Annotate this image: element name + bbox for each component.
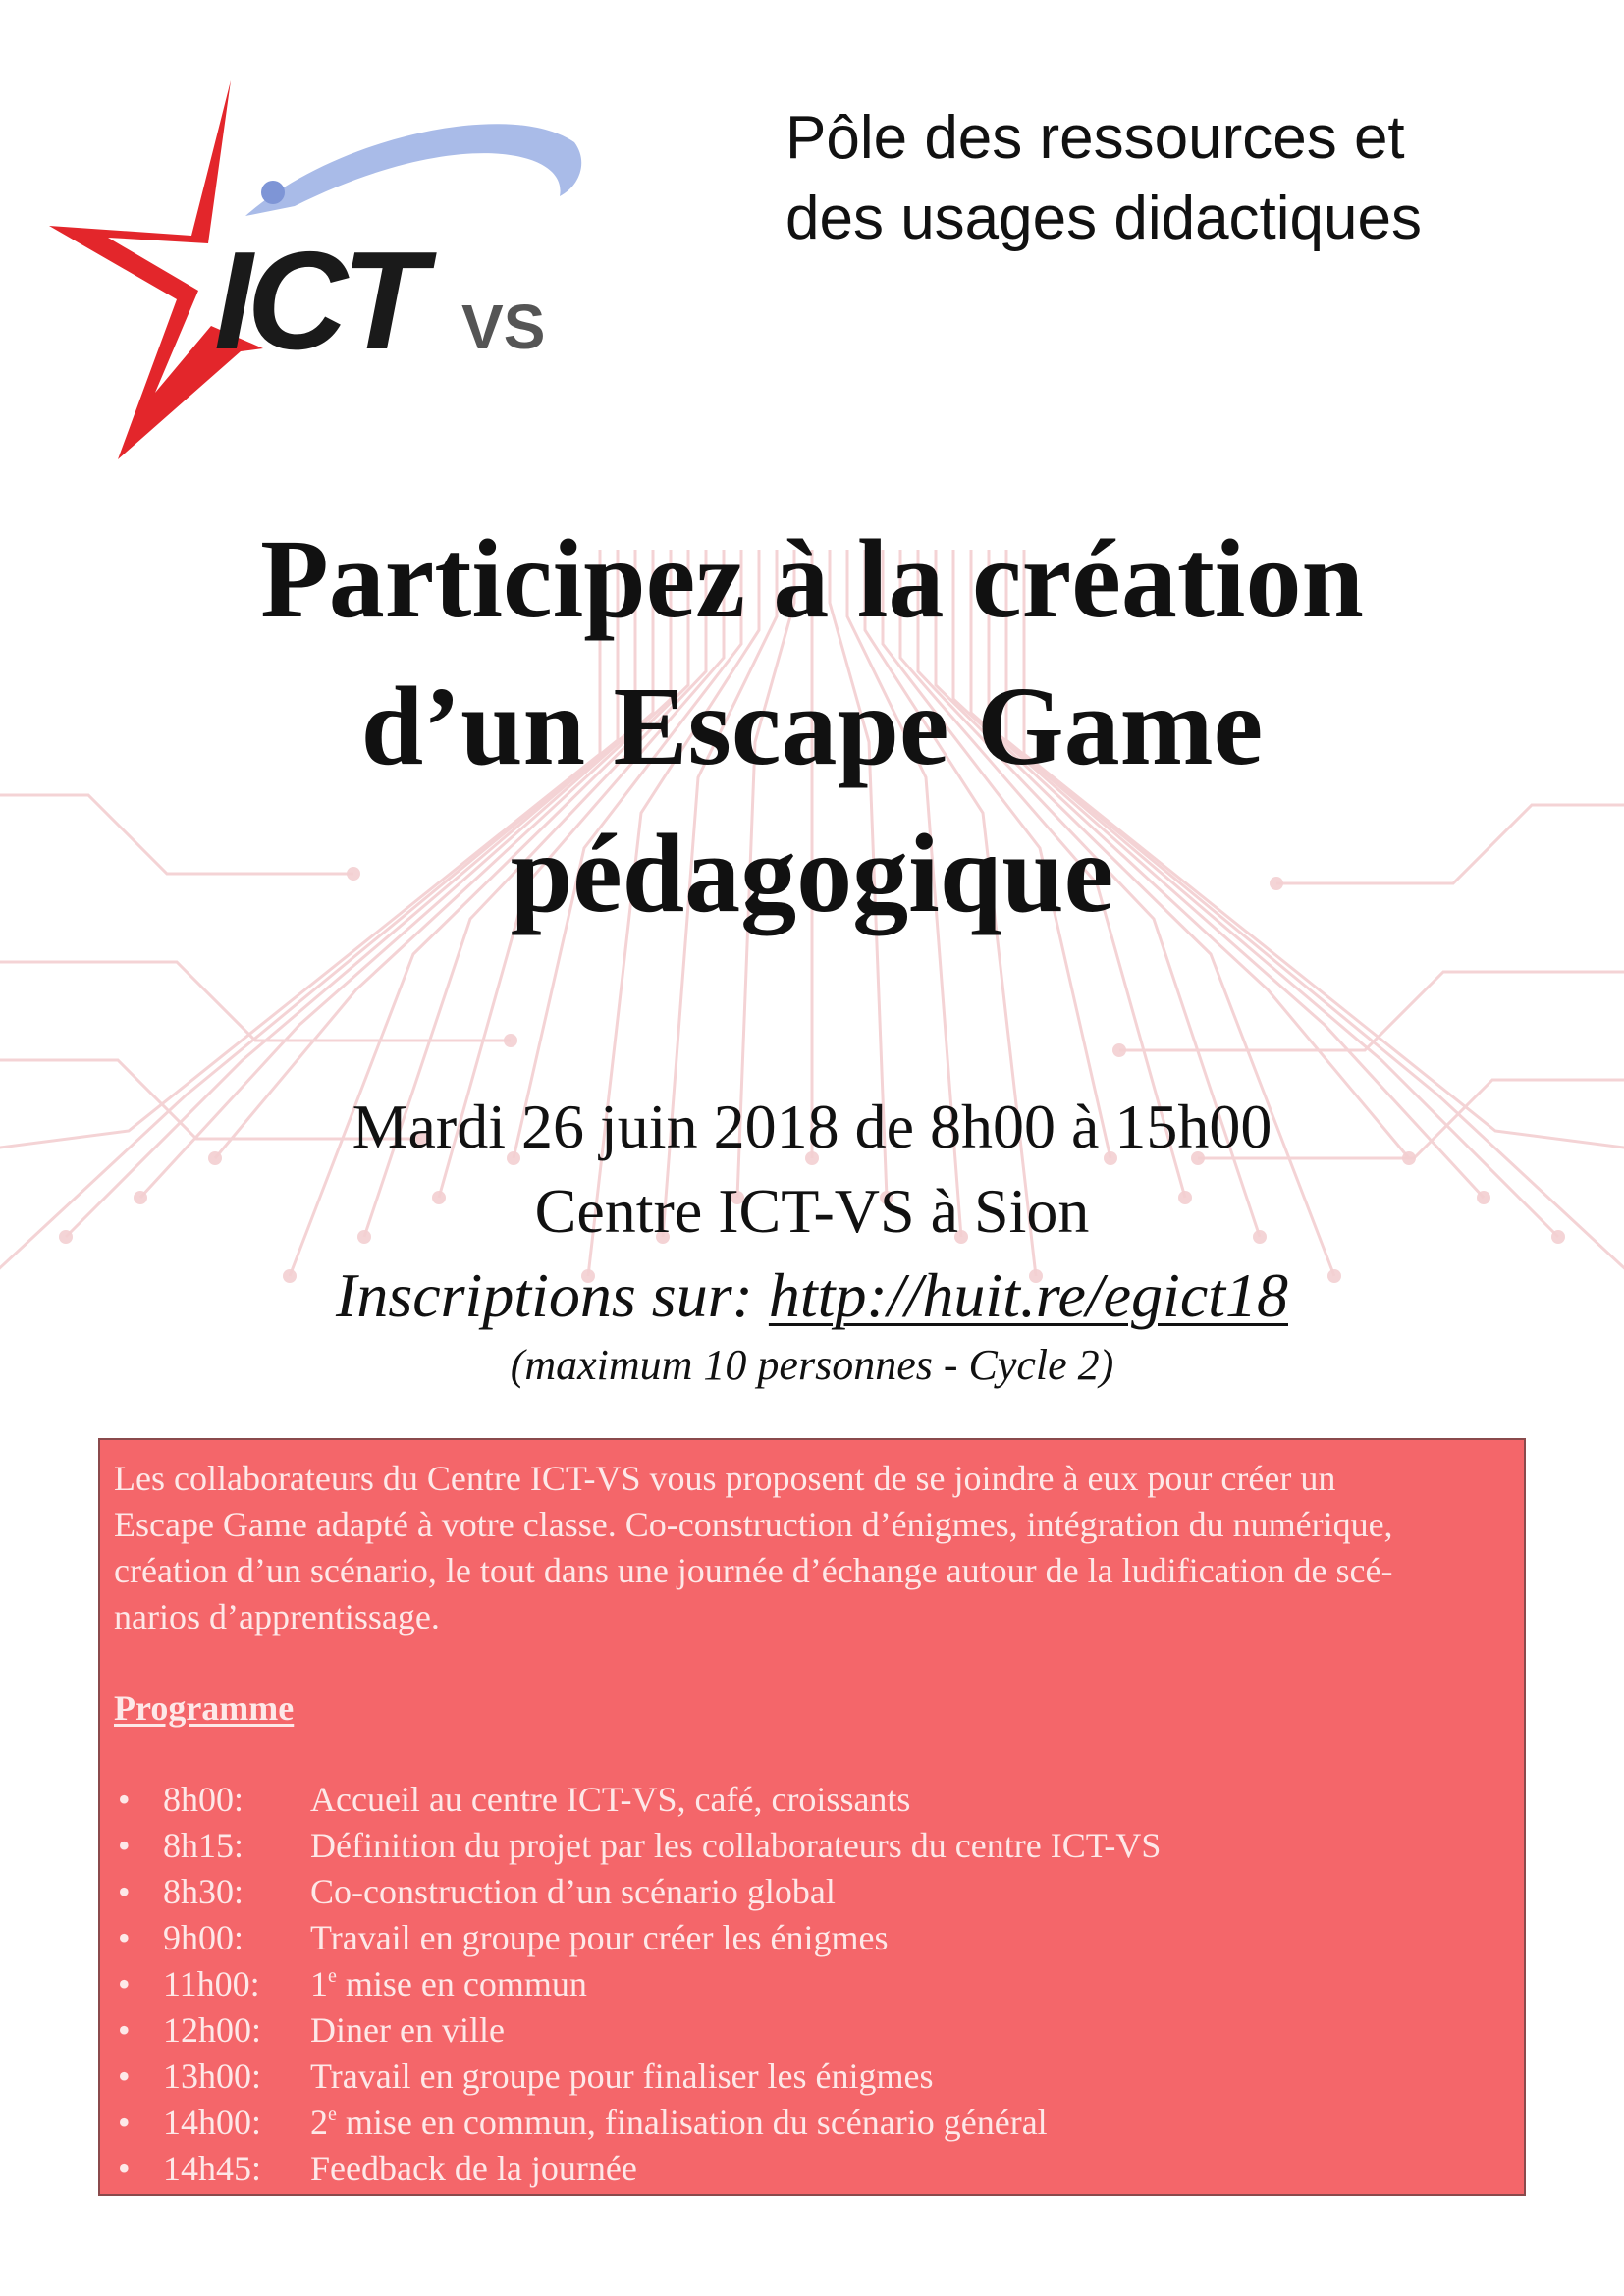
bullet-icon: •	[118, 1872, 131, 1911]
logo-wordmark: ICT	[214, 223, 421, 379]
schedule-time: 14h45:	[163, 2149, 262, 2188]
organization-name	[785, 98, 1551, 259]
ordinal-suffix: e	[328, 1965, 337, 1987]
schedule-activity	[310, 1869, 836, 1915]
schedule-item	[114, 1915, 1510, 1961]
activity-text: Diner en ville	[310, 2010, 505, 2050]
event-date: Mardi 26 juin 2018 de 8h00 à 15h00	[352, 1092, 1272, 1161]
org-line-1: Pôle des ressources et	[785, 104, 1405, 172]
activity-text: mise en commun, finalisation du scénario général	[336, 2103, 1048, 2142]
program-title: Programme	[114, 1688, 295, 1728]
description-line: Les collaborateurs du Centre ICT-VS vous proposent de se joindre à eux pour créer un	[114, 1459, 1336, 1498]
schedule-time: 14h00:	[163, 2103, 262, 2142]
page-title	[79, 506, 1545, 947]
org-line-2: des usages didactiques	[785, 185, 1423, 252]
schedule-activity	[310, 2007, 505, 2054]
schedule-item	[114, 1961, 1510, 2007]
activity-text: Travail en groupe pour créer les énigmes	[310, 1918, 889, 1957]
registration-link[interactable]: http://huit.re/egict18	[768, 1260, 1288, 1330]
circuit-node	[59, 1230, 73, 1244]
ictvs-logo	[39, 69, 589, 481]
schedule-item	[114, 2054, 1510, 2100]
bullet-icon: •	[118, 2010, 131, 2050]
title-line-1: Participez à la création	[260, 516, 1364, 641]
bullet-icon: •	[118, 1826, 131, 1865]
schedule-item	[114, 1777, 1510, 1823]
bullet-icon: •	[118, 1780, 131, 1819]
activity-text: Co-construction d’un scénario global	[310, 1872, 836, 1911]
swoosh-icon	[245, 124, 581, 216]
title-line-3: pédagogique	[510, 811, 1114, 935]
logo-suffix: VS	[461, 292, 546, 362]
program-box	[98, 1438, 1526, 2196]
schedule-item	[114, 2146, 1510, 2192]
schedule-activity	[310, 2146, 637, 2192]
bullet-icon: •	[118, 2056, 131, 2096]
bullet-icon: •	[118, 2149, 131, 2188]
participants-note: (maximum 10 personnes - Cycle 2)	[510, 1341, 1114, 1389]
event-place: Centre ICT-VS à Sion	[534, 1176, 1090, 1246]
activity-text: Travail en groupe pour finaliser les énigmes	[310, 2056, 934, 2096]
schedule-activity	[310, 1961, 587, 2007]
activity-text: Définition du projet par les collaborateurs du centre ICT-VS	[310, 1826, 1162, 1865]
ordinal-suffix: e	[328, 2104, 337, 2125]
ordinal-number: 2	[310, 2103, 328, 2142]
schedule-activity	[310, 1915, 888, 1961]
description-line: création d’un scénario, le tout dans une journée d’échange autour de la ludification de scé-	[114, 1551, 1393, 1590]
schedule-item	[114, 2007, 1510, 2054]
description	[114, 1456, 1508, 1640]
registration-label: Inscriptions sur:	[336, 1260, 769, 1330]
schedule-time: 13h00:	[163, 2056, 262, 2096]
event-details	[79, 1085, 1545, 1393]
schedule-activity	[310, 2100, 1048, 2146]
registration-line	[79, 1254, 1545, 1338]
circuit-node	[1551, 1230, 1565, 1244]
schedule-activity	[310, 1777, 910, 1823]
title-line-2: d’un Escape Game	[360, 664, 1264, 788]
circuit-node	[1112, 1043, 1126, 1057]
bullet-icon: •	[118, 1918, 131, 1957]
activity-text: Feedback de la journée	[310, 2149, 637, 2188]
bullet-icon: •	[118, 1964, 131, 2003]
schedule-activity	[310, 2054, 934, 2100]
ordinal-number: 1	[310, 1964, 328, 2003]
description-line: Escape Game adapté à votre classe. Co-construction d’énigmes, intégration du numérique,	[114, 1505, 1393, 1544]
schedule-time: 8h30:	[163, 1872, 244, 1911]
bullet-icon: •	[118, 2103, 131, 2142]
circuit-node	[504, 1034, 517, 1047]
schedule-time: 8h00:	[163, 1780, 244, 1819]
schedule-list	[114, 1777, 1510, 2192]
activity-text: mise en commun	[336, 1964, 587, 2003]
schedule-time: 12h00:	[163, 2010, 262, 2050]
swoosh-dot	[261, 181, 285, 204]
schedule-time: 11h00:	[163, 1964, 260, 2003]
schedule-activity	[310, 1823, 1161, 1869]
schedule-item	[114, 1869, 1510, 1915]
schedule-time: 9h00:	[163, 1918, 244, 1957]
description-line: narios d’apprentissage.	[114, 1597, 440, 1636]
schedule-time: 8h15:	[163, 1826, 244, 1865]
schedule-item	[114, 1823, 1510, 1869]
schedule-item	[114, 2100, 1510, 2146]
activity-text: Accueil au centre ICT-VS, café, croissants	[310, 1780, 911, 1819]
